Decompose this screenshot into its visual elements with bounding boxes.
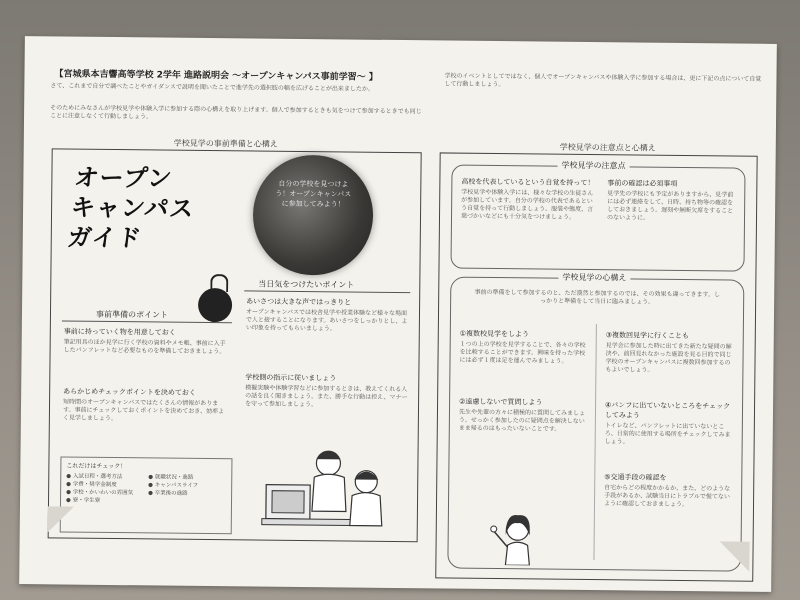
day-item-text: 模擬実験や体験学習などに参加するときは、教えてくれる人の話を良く聞きましょう。また、勝手な行動は控え、マナーを守って参加しましょう。 <box>245 384 408 409</box>
right-intro-paragraph: 学校のイベントとしてではなく、個人でオープンキャンパスや体験入学に参加する場合は、更に下記の点について自覚して行動しましょう。 <box>444 72 762 89</box>
intro-paragraph-1: さて、これまで自分で調べたことやガイダンスで説明を聞いたことで進学先の選択肢の幅を広げることが出来ましたか。 <box>50 82 374 93</box>
prep-points-title: 事前準備のポイント <box>95 309 169 320</box>
notes-title: 学校見学の注意点 <box>558 160 630 172</box>
handout-paper <box>19 36 777 592</box>
students-at-computer-illustration <box>248 440 399 534</box>
page-curl-decoration <box>48 506 74 532</box>
checklist-item: ● 就職状況・進路 <box>148 474 194 481</box>
mindset-item-head: ②遠慮しないで質問しよう <box>459 397 543 407</box>
day-item-head: あいさつは大きな声ではっきりと <box>246 297 352 307</box>
mindset-item-text: １つの上の学校を見学することで、各々の学校を比較することができます。興味を持った学校には必ず１度は足を運んでみましょう。 <box>459 340 586 365</box>
open-campus-guide-title <box>66 163 276 255</box>
mascot-icon <box>198 288 232 322</box>
checklist-item: ● キャンパスライフ <box>148 482 199 489</box>
mindset-item-text: 先生や先輩の方々に積極的に質問してみましょう。せっかく参加したのに疑問点を解決しないまま帰るのはもったいないことです。 <box>458 408 586 433</box>
checklist-item: ● 寮・学生寮 <box>65 497 101 504</box>
notes-col2-text: 見学先の学校にも予定がありますから、見学前には必ず連絡をして、日時、持ち物等の確認をしておきましょう。遅刻や無断欠席をすることのないように。 <box>606 190 734 222</box>
day-item-text: オープンキャンパスでは校舎見学や授業体験など様々な場面で人と接することになります。あいさつをしっかりとし、よい印象を持ってもらいましょう。 <box>245 308 408 333</box>
mindset-item-text: トイレなど、パンフレットに出ていないところ、日常的に使用する場所をチェックしてみましょう。 <box>604 422 731 446</box>
checklist-item: ● 入試日程・選考方法 <box>66 473 123 481</box>
checklist-title: これだけはチェック！ <box>66 462 127 471</box>
mindset-item-head: ③複数回見学に行くことも <box>605 331 690 341</box>
day-points-title: 当日気をつけたいポイント <box>258 279 355 290</box>
waving-girl-illustration <box>487 511 544 566</box>
prep-item-text: 短時間のオープンキャンパスではたくさんの情報があります。事前にチェックしておくポイントを決めておき、効率よく見学しましょう。 <box>62 398 225 423</box>
page-curl-decoration <box>719 541 749 571</box>
notes-col1-head: 高校を代表しているという自覚を持って！ <box>461 177 595 188</box>
mindset-item-text: 見学会に参加した時に出てきた新たな疑問の解決や、前回見れなかった施設を見る目的で同じ学校のオープンキャンパスに複数回参加するのもよいでしょう。 <box>605 342 732 374</box>
notes-col2-head: 事前の確認は必須事項 <box>607 179 678 188</box>
checklist-item: ● 学校・かいわいの雰囲気 <box>66 489 134 497</box>
handout-header: 【宮城県本吉響高等学校 2学年 進路説明会 ～オープンキャンパス事前学習～ 】 <box>54 69 378 83</box>
speech-bubble <box>252 154 373 275</box>
mindset-item-head: ⑤交通手段の確認を <box>604 473 667 482</box>
checklist-item: ● 卒業後の進路 <box>148 490 188 497</box>
right-section-title: 学校見学の注意点と心構え <box>559 142 656 153</box>
mindset-item-head: ①複数校見学をしよう <box>459 329 530 339</box>
big-title-line: ガイド <box>66 223 144 253</box>
checklist-item: ● 学費・奨学金制度 <box>66 481 117 489</box>
mindset-title: 学校見学の心構え <box>558 272 630 284</box>
intro-paragraph-2: そのためにみなさんが学校見学や体験入学に参加する際の心構えを取り上げます。個人で参加するときも気をつけて参加するときでも同じことに注意しなくて行動しましょう。 <box>50 104 422 121</box>
bubble-text: 自分の学校を見つけよう！オープンキャンパスに参加してみよう！ <box>275 179 352 209</box>
prep-item-text: 筆記用具のほか見学に行く学校の資料やメモ帳、事前に入手したパンフレットなど必要なものを準備しておきましょう。 <box>63 338 226 356</box>
day-item-head: 学校側の指示に従いましょう <box>245 373 337 383</box>
mindset-item-text: 自宅からどの程度かかるか、また、どのような手段があるか、試験当日にトラブルで慌てないように確認しておきましょう。 <box>603 484 731 509</box>
big-title-line: オープン <box>72 163 175 193</box>
mindset-item-head: ④パンフに出ていないところをチェックしてみよう <box>604 401 731 420</box>
left-section-title: 学校見学の事前準備と心構え <box>173 138 278 149</box>
big-title-line: キャンパス <box>69 193 197 223</box>
checklist-items <box>66 473 226 507</box>
mindset-lead: 事前の準備をして参加するのと、ただ漠然と参加するのでは、その効果も違ってきます。しっかりと準備をして当日に臨みましょう。 <box>474 288 721 306</box>
notes-col1-text: 学校見学や体験入学には、様々な学校の生徒さんが参加しています。自分の学校の代表であるという自覚を持って行動しましょう。服装や態度、言葉づかいなどにも十分気をつけましょう。 <box>460 188 594 221</box>
prep-item-head: あらかじめチェックポイントを決めておく <box>63 387 197 397</box>
prep-item-head: 事前に持っていく物を用意しておく <box>63 327 176 337</box>
